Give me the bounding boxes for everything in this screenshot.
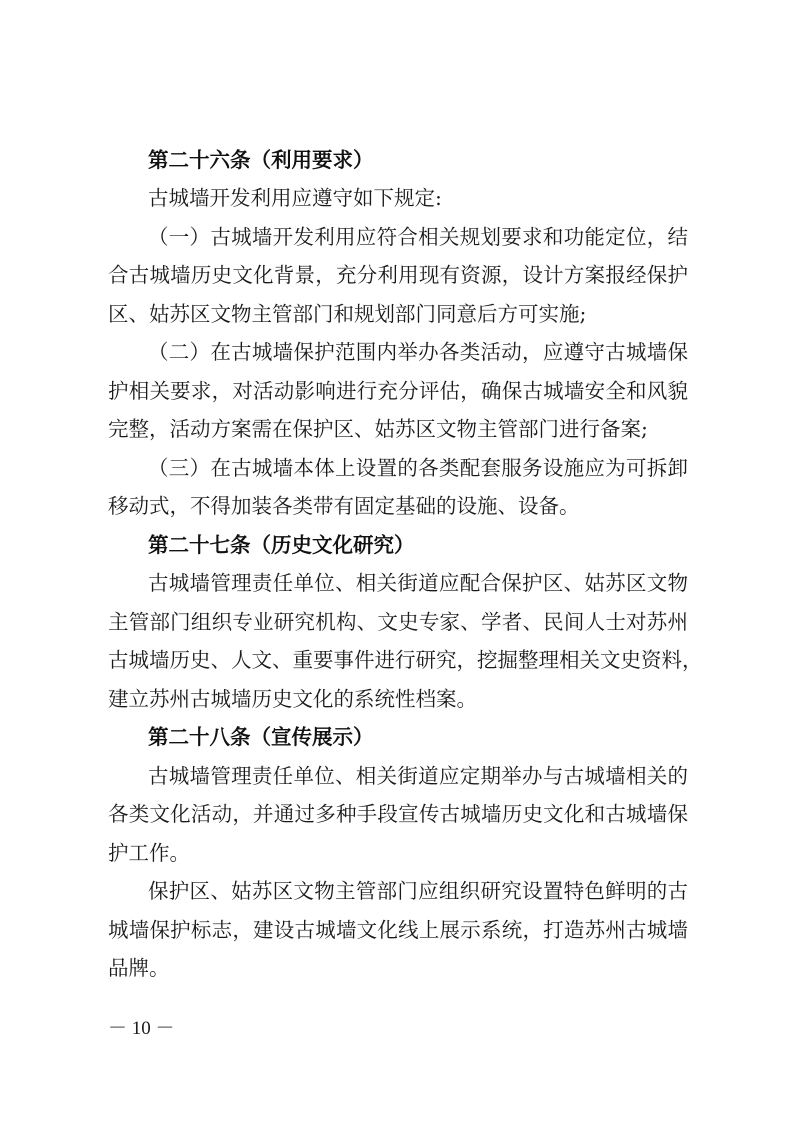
article-27-para-1-line-4: 建立苏州古城墙历史文化的系统性档案。 <box>108 687 477 711</box>
article-28-para-1-line-2: 各类文化活动，并通过多种手段宣传古城墙历史文化和古城墙保 <box>108 802 688 826</box>
article-26-item-2-line-1: （二）在古城墙保护范围内举办各类活动，应遵守古城墙保 <box>148 340 688 364</box>
article-28-heading: 第二十八条（宣传展示） <box>148 725 374 749</box>
article-27-para-1-line-3: 古城墙历史、人文、重要事件进行研究，挖掘整理相关文史资料， <box>108 648 703 672</box>
article-26-item-1-line-2: 合古城墙历史文化背景，充分利用现有资源，设计方案报经保护 <box>108 263 688 287</box>
article-26-item-3-line-1: （三）在古城墙本体上设置的各类配套服务设施应为可拆卸 <box>148 456 688 480</box>
article-26-item-1-line-3: 区、姑苏区文物主管部门和规划部门同意后方可实施; <box>108 302 587 326</box>
page-number: － 10 － <box>108 1018 175 1039</box>
article-27-para-1-line-2: 主管部门组织专业研究机构、文史专家、学者、民间人士对苏州 <box>108 610 688 634</box>
article-27-para-1-line-1: 古城墙管理责任单位、相关街道应配合保护区、姑苏区文物 <box>148 571 688 595</box>
article-28-para-2-line-3: 品牌。 <box>108 956 170 980</box>
article-27-heading: 第二十七条（历史文化研究） <box>148 533 415 557</box>
article-26-item-1-line-1: （一）古城墙开发利用应符合相关规划要求和功能定位，结 <box>148 225 688 249</box>
article-28-para-1-line-1: 古城墙管理责任单位、相关街道应定期举办与古城墙相关的 <box>148 764 688 788</box>
article-28-para-2-line-1: 保护区、姑苏区文物主管部门应组织研究设置特色鲜明的古 <box>148 879 688 903</box>
article-26-intro: 古城墙开发利用应遵守如下规定: <box>148 186 442 210</box>
article-26-heading: 第二十六条（利用要求） <box>148 148 374 172</box>
article-28-para-2-line-2: 城墙保护标志，建设古城墙文化线上展示系统，打造苏州古城墙 <box>108 918 688 942</box>
article-26-item-2-line-3: 完整，活动方案需在保护区、姑苏区文物主管部门进行备案; <box>108 417 648 441</box>
article-28-para-1-line-3: 护工作。 <box>108 841 190 865</box>
article-26-item-3-line-2: 移动式，不得加装各类带有固定基础的设施、设备。 <box>108 494 580 518</box>
article-26-item-2-line-2: 护相关要求，对活动影响进行充分评估，确保古城墙安全和风貌 <box>108 379 688 403</box>
